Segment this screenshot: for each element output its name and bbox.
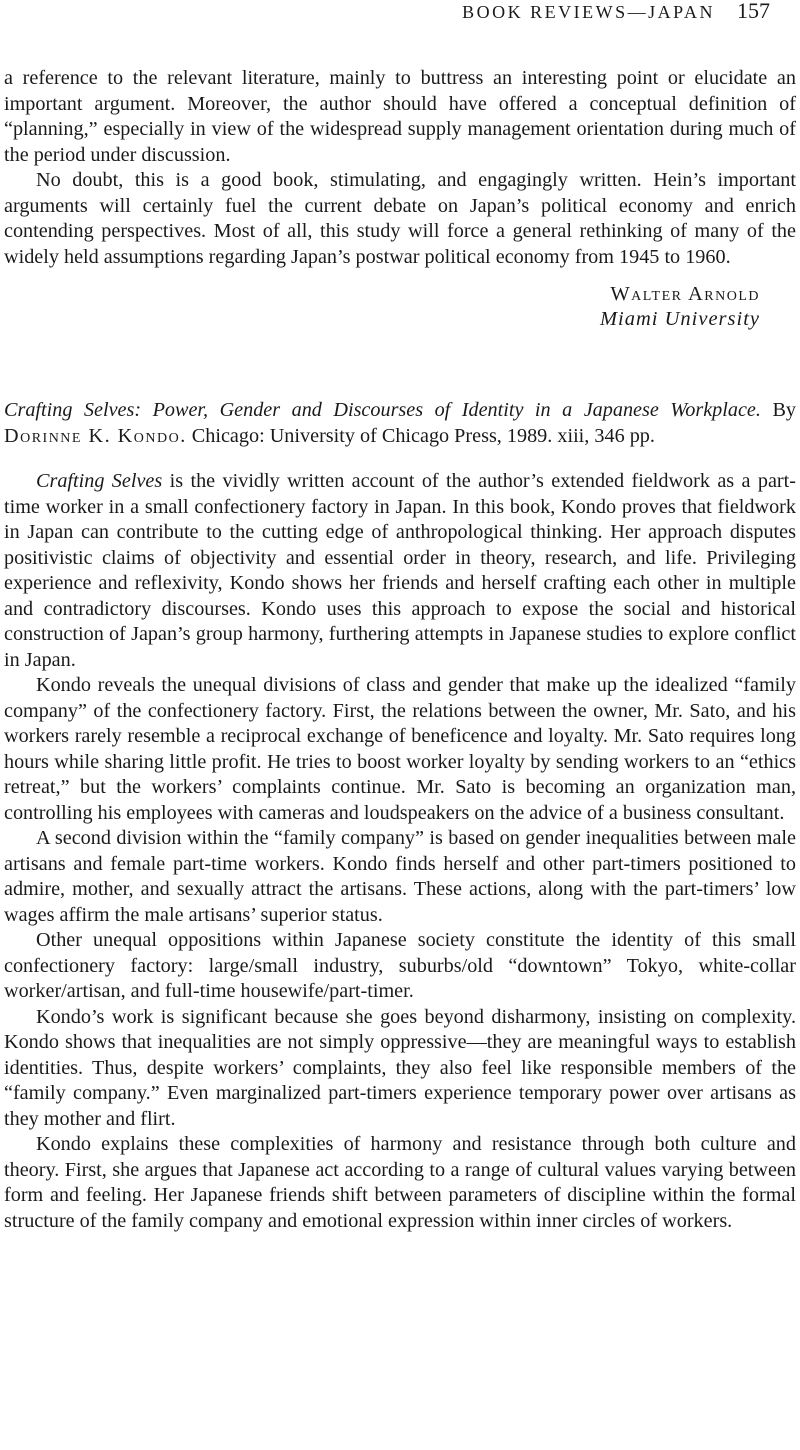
running-head <box>462 0 770 23</box>
review2-first-paragraph-text: is the vividly written account of the author’s extended fieldwork as a part-time worker in a small confectionery factory in Japan. In this book, Kondo proves that fieldwork in Japan can contribute to the cutting edge of anthropological thinking. Her approach disputes positivistic claims of objectivity and essential order in theory, research, and life. Privileging experience and reflexivity, Kondo shows her friends and herself crafting each other in multiple and contradictory discourses. Kondo uses this approach to expose the social and historical construction of Japan’s group harmony, furthering attempts in Japanese studies to explore conflict in Japan. <box>4 470 796 671</box>
book-publisher: Chicago: University of Chicago Press, 1989. xiii, 346 pp. <box>191 424 655 447</box>
review1-paragraph: No doubt, this is a good book, stimulating, and engagingly written. Hein’s important arguments will certainly fuel the current debate on Japan’s political economy and enrich contending perspectives. Most of all, this study will force a general rethinking of many of the widely held assumptions regarding Japan’s postwar political economy from 1945 to 1960. <box>4 169 796 268</box>
reviewer-affiliation: Miami University <box>599 308 760 330</box>
inline-book-title: Crafting Selves <box>36 470 163 493</box>
review2-paragraph: Kondo’s work is significant because she goes beyond disharmony, insisting on complexity. Kondo shows that inequalities are not simply oppressive—they are meaningful ways to establish identities. Thus, despite workers’ complaints, they also feel like responsible members of the “family company.” Even marginalized part-timers experience temporary power over artisans as they mother and flirt. <box>4 1005 796 1130</box>
review2-paragraph: Other unequal oppositions within Japanese society constitute the identity of this small confectionery factory: large/small industry, suburbs/old “downtown” Tokyo, white-collar worker/artisan, and full-time housewife/part-timer. <box>4 929 796 1003</box>
running-title: BOOK REVIEWS—JAPAN <box>462 2 715 22</box>
book-author: Dorinne K. Kondo. <box>4 424 187 447</box>
review1-paragraph: a reference to the relevant literature, mainly to buttress an interesting point or elucidate an important argument. Moreover, the author should have offered a conceptual definition of “planning,” especially in view of the widespread supply management orientation during much of the period under discussion. <box>4 67 796 166</box>
citation-by: By <box>772 399 796 421</box>
reviewer-name: Walter Arnold <box>610 283 760 305</box>
page-number: 157 <box>737 0 770 23</box>
book-title: Crafting Selves: Power, Gender and Discourses of Identity in a Japanese Workplace. <box>4 399 761 421</box>
reviewer-signature <box>4 282 760 332</box>
review2-paragraph: Kondo reveals the unequal divisions of class and gender that make up the idealized “family company” of the confectionery factory. First, the relations between the owner, Mr. Sato, and his workers rarely resemble a reciprocal exchange of beneficence and loyalty. Mr. Sato requires long hours while sharing little profit. He tries to boost worker loyalty by sending workers to an “ethics retreat,” but the workers’ complaints continue. Mr. Sato is becoming an organization man, controlling his employees with cameras and loudspeakers on the advice of a business consultant. <box>4 674 796 824</box>
page-body <box>4 66 796 1234</box>
review2-paragraph: A second division within the “family company” is based on gender inequalities between male artisans and female part-time workers. Kondo finds herself and other part-timers positioned to admire, mother, and sexually attract the artisans. These actions, along with the part-timers’ low wages affirm the male artisans’ superior status. <box>4 827 796 926</box>
review2-paragraph <box>4 469 796 673</box>
review2-paragraph: Kondo explains these complexities of harmony and resistance through both culture and theory. First, she argues that Japanese act according to a range of cultural values varying between form and feeling. Her Japanese friends shift between parameters of discipline within the formal structure of the family company and emotional expression within inner circles of workers. <box>4 1133 796 1232</box>
book-citation <box>4 398 796 449</box>
